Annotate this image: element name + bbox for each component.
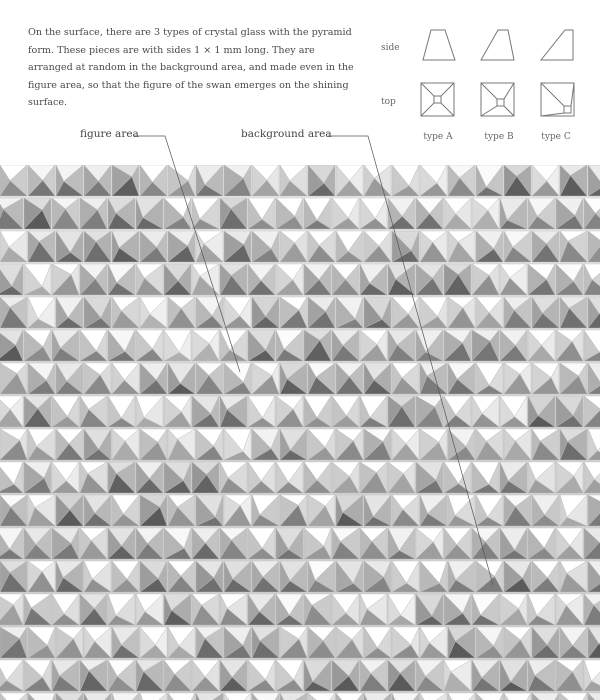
- type-c-label: type C: [541, 132, 571, 142]
- type-a-label: type A: [423, 132, 453, 142]
- background-area-callout: background area: [241, 128, 332, 140]
- type-a-top-view: [420, 82, 456, 118]
- type-b-label: type B: [484, 132, 514, 142]
- row-label-side: side: [381, 43, 400, 53]
- description-text: On the surface, there are 3 types of crystal glass with the pyramid form. These pieces are with sides 1 × 1 mm long. They are arranged at random in the background area, and made even in the figure area, so that the figure of the swan emerges on the shining surface.: [28, 27, 354, 109]
- row-label-top: top: [381, 97, 396, 107]
- type-c-top-view: [540, 82, 576, 118]
- figure-area-callout: figure area: [80, 128, 139, 140]
- type-c-side-view: [538, 28, 578, 64]
- crystal-glass-surface-image: [0, 165, 600, 700]
- type-b-top-view: [480, 82, 516, 118]
- type-a-side-view: [420, 28, 460, 64]
- type-b-side-view: [478, 28, 518, 64]
